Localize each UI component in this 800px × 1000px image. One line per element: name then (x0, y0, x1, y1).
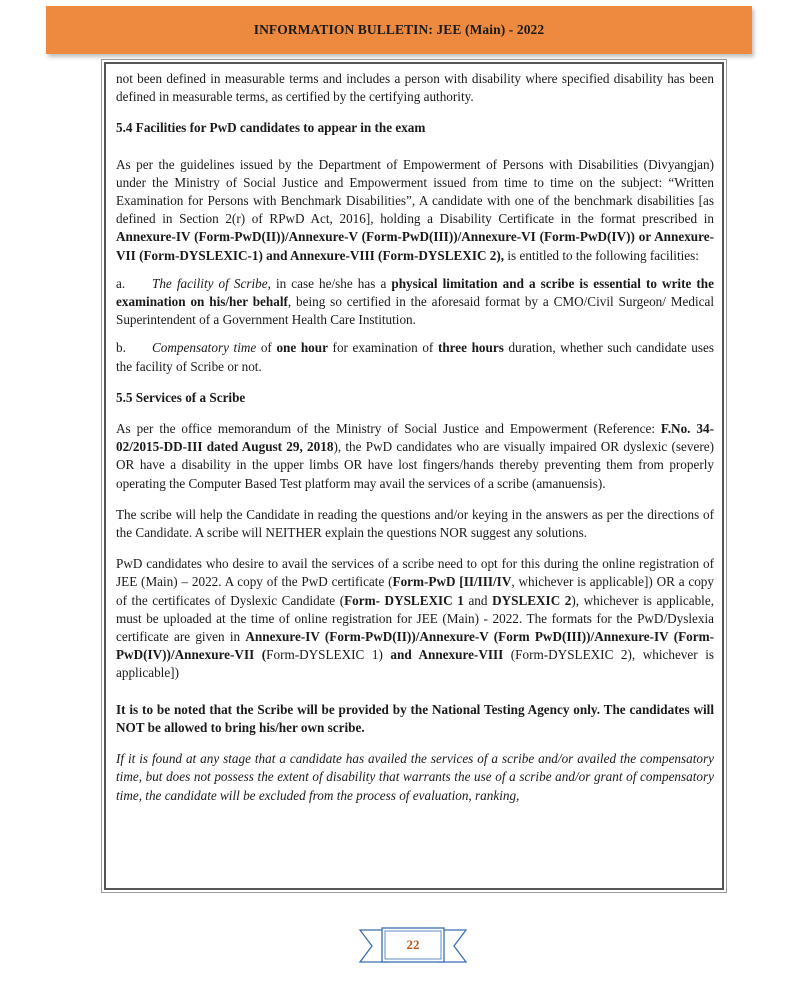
section-heading-5-5: 5.5 Services of a Scribe (116, 389, 246, 405)
page-number: 22 (406, 937, 420, 952)
content-frame (104, 62, 724, 890)
scribe-provision-note: It is to be noted that the Scribe will be provided by the National Testing Agency only. The candidates will NOT be allowed to bring his/her own scribe. (116, 701, 714, 735)
page-header-title: INFORMATION BULLETIN: JEE (Main) - 2022 (253, 22, 545, 37)
scribe-memorandum-paragraph: As per the office memorandum of the Ministry of Social Justice and Empowerment (Reference: F.No. 34-02/2015-DD-III dated August 29, 2018), the PwD candidates who are visually impaired OR dyslexic (severe) OR have a disability in the upper limbs OR have lost fingers/hands thereby preventing them from properly operating the Computer Based Test platform may avail the services of a scribe (amanuensis). (116, 421, 714, 491)
page-number-badge (358, 926, 468, 966)
scribe-role-paragraph: The scribe will help the Candidate in reading the questions and/or keying in the answers as per the directions of the Candidate. A scribe will NEITHER explain the questions NOR suggest any solutions. (116, 506, 714, 541)
section-heading-5-4: 5.4 Facilities for PwD candidates to appear in the exam (116, 120, 426, 136)
exclusion-warning-paragraph: If it is found at any stage that a candidate has availed the services of a scribe and/or availed the compensatory time, but does not possess the extent of disability that warrants the use of a scribe and/or grant of compensatory time, the candidate will be excluded from the process of evaluation, ranking, (116, 751, 714, 803)
facilities-intro-paragraph: As per the guidelines issued by the Department of Empowerment of Persons with Disabilities (Divyangjan) under the Ministry of Social Justice and Empowerment issued from time to time on the subject: “Written Examination for Persons with Benchmark Disabilities”, A candidate with one of the benchmark disabilities [as defined in Section 2(r) of RPwD Act, 2016], holding a Disability Certificate in the format prescribed in Annexure-IV (Form-PwD(II))/Annexure-V (Form-PwD(III))/Annexure-VI (Form-PwD(IV)) or Annexure-VII (Form-DYSLEXIC-1) and Annexure-VIII (Form-DYSLEXIC 2), is entitled to the following facilities: (116, 156, 714, 263)
scribe-registration-paragraph: PwD candidates who desire to avail the services of a scribe need to opt for this during the online registration of JEE (Main) – 2022. A copy of the PwD certificate (Form-PwD [II/III/IV, whichever is applicable]) OR a copy of the certificates of Dyslexic Candidate (Form- DYSLEXIC 1 and DYSLEXIC 2), whichever is applicable, must be uploaded at the time of online registration for JEE (Main) - 2022. The formats for the PwD/Dyslexia certificate are given in Annexure-IV (Form-PwD(II))/Annexure-V (Form PwD(III))/Annexure-IV (Form-PwD(IV))/Annexure-VII (Form-DYSLEXIC 1) and Annexure-VIII (Form-DYSLEXIC 2), whichever is applicable]) (116, 556, 714, 681)
document-body (116, 70, 714, 805)
header-band (46, 6, 752, 54)
list-item-scribe-facility: a. The facility of Scribe, in case he/she has a physical limitation and a scribe is essential to write the examination on his/her behalf, being so certified in the aforesaid format by a CMO/Civil Surgeon/ Medical Superintendent of a Government Health Care Institution. (116, 275, 714, 328)
list-marker: b. (116, 340, 126, 356)
list-item-compensatory-time: b. Compensatory time of one hour for examination of three hours duration, whether such candidate uses the facility of Scribe or not. (116, 340, 714, 374)
list-marker: a. (116, 275, 126, 291)
continued-paragraph: not been defined in measurable terms and includes a person with disability where specified disability has been defined in measurable terms, as certified by the certifying authority. (116, 71, 714, 105)
